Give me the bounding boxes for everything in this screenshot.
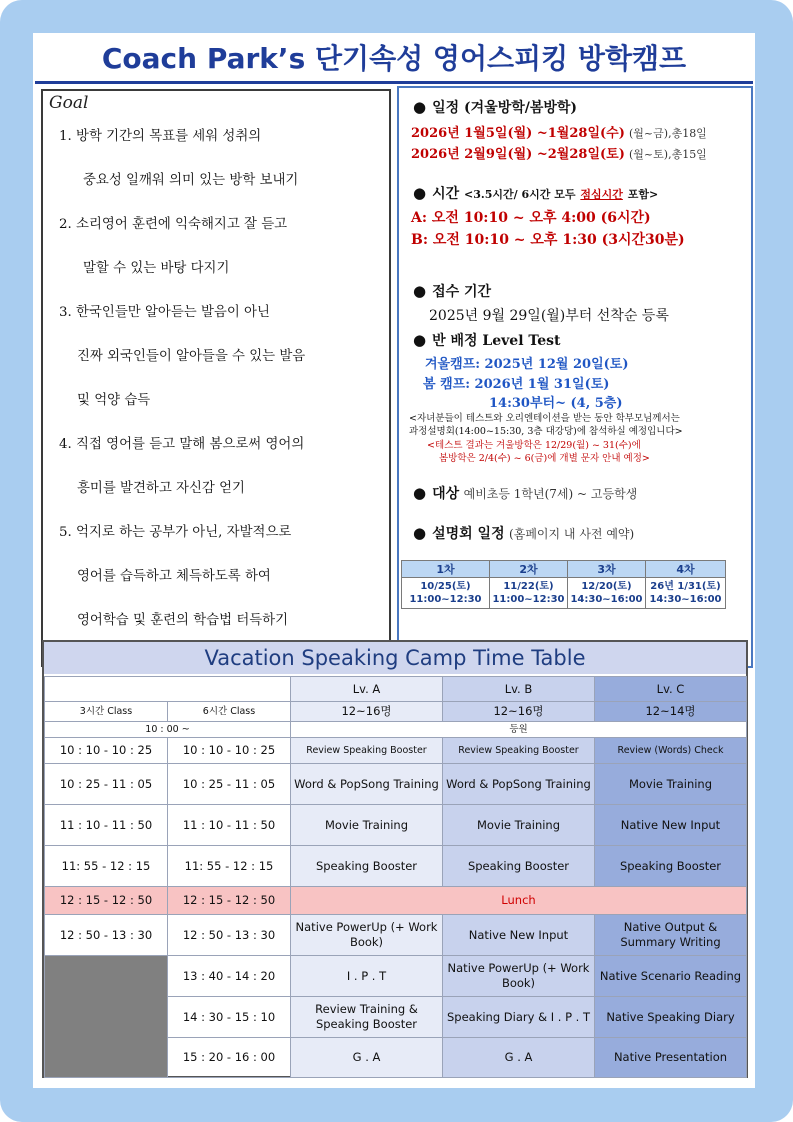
winter-dates: 2026년 1월5일(월) ~1월28일(수) bbox=[411, 126, 625, 141]
time-3h: 12 : 50 - 13 : 30 bbox=[45, 915, 168, 956]
time-lunch: 점심시간 bbox=[580, 188, 623, 201]
blank-cell bbox=[45, 677, 291, 702]
lv-c-activity: Native Speaking Diary bbox=[595, 997, 747, 1038]
time-6h: 12 : 15 - 12 : 50 bbox=[168, 887, 291, 915]
goal-line: 4. 직접 영어를 듣고 말해 봄으로써 영어의 bbox=[59, 437, 305, 452]
lv-a-activity: Review Training & Speaking Booster bbox=[291, 997, 443, 1038]
time-note: <3.5시간/ 6시간 모두 bbox=[464, 188, 576, 201]
session-round: 4차 bbox=[646, 561, 726, 578]
session-time: 14:30~16:00 bbox=[649, 594, 722, 605]
level-test-note: 과정설명회(14:00~15:30, 3층 대강당)에 참석하실 예정입니다> bbox=[409, 426, 683, 437]
level-b: Lv. B bbox=[443, 677, 595, 702]
lv-b-activity: G . A bbox=[443, 1038, 595, 1078]
lv-a-activity: Movie Training bbox=[291, 805, 443, 846]
session-date: 12/20(토) bbox=[581, 581, 632, 592]
start-time: 10 : 00 ~ bbox=[45, 722, 291, 738]
lv-a-activity: G . A bbox=[291, 1038, 443, 1078]
lunch-label: Lunch bbox=[291, 887, 747, 915]
time-3h: 12 : 15 - 12 : 50 bbox=[45, 887, 168, 915]
lunch-row bbox=[45, 887, 747, 915]
time-6h: 10 : 10 - 10 : 25 bbox=[168, 738, 291, 764]
table-row bbox=[45, 738, 747, 764]
lv-a-activity: Review Speaking Booster bbox=[291, 738, 443, 764]
capacity-row bbox=[45, 702, 747, 722]
lv-b-activity: Review Speaking Booster bbox=[443, 738, 595, 764]
level-test-time: 14:30부터~ (4, 5층) bbox=[489, 396, 623, 411]
session-cell bbox=[490, 578, 568, 609]
level-test-winter: 겨울캠프: 2025년 12월 20일(토) bbox=[425, 357, 629, 372]
level-c: Lv. C bbox=[595, 677, 747, 702]
level-test-result-note: 봄방학은 2/4(수) ~ 6(금)에 개별 문자 안내 예정> bbox=[439, 453, 650, 464]
goal-line: 2. 소리영어 훈련에 익숙해지고 잘 듣고 bbox=[59, 217, 288, 232]
session-date: 11/22(토) bbox=[503, 581, 554, 592]
session-time: 14:30~16:00 bbox=[570, 594, 643, 605]
time-label: 시간 bbox=[432, 186, 460, 202]
schedule-label: 일정 (겨울방학/봄방학) bbox=[432, 100, 578, 116]
time-6h: 11 : 10 - 11 : 50 bbox=[168, 805, 291, 846]
session-round: 1차 bbox=[402, 561, 490, 578]
session-label: 설명회 일정 bbox=[432, 526, 505, 542]
winter-note: (월~금),총18일 bbox=[629, 127, 707, 140]
arrival-label: 등원 bbox=[291, 722, 747, 738]
target-label: 대상 bbox=[432, 486, 460, 502]
time-6h: 15 : 20 - 16 : 00 bbox=[168, 1038, 291, 1078]
empty-3h-cell bbox=[45, 956, 168, 1078]
time-table bbox=[44, 676, 747, 1078]
time-6h: 10 : 25 - 11 : 05 bbox=[168, 764, 291, 805]
lv-a-activity: Word & PopSong Training bbox=[291, 764, 443, 805]
session-cell bbox=[646, 578, 726, 609]
arrival-row bbox=[45, 722, 747, 738]
spring-dates: 2026년 2월9일(월) ~2월28일(토) bbox=[411, 147, 625, 162]
class-6h-header: 6시간 Class bbox=[168, 702, 291, 722]
bullet-icon: ● bbox=[413, 331, 427, 349]
time-6h: 12 : 50 - 13 : 30 bbox=[168, 915, 291, 956]
lv-c-activity: Native New Input bbox=[595, 805, 747, 846]
goal-box bbox=[41, 89, 391, 667]
time-heading bbox=[413, 183, 658, 203]
goal-line: 3. 한국인들만 알아듣는 발음이 아닌 bbox=[59, 305, 270, 320]
time-3h: 11: 55 - 12 : 15 bbox=[45, 846, 168, 887]
goal-line: 영어를 습득하고 체득하도록 하여 bbox=[77, 569, 271, 584]
session-round: 3차 bbox=[568, 561, 646, 578]
level-test-spring: 봄 캠프: 2026년 1월 31일(토) bbox=[423, 377, 610, 392]
level-test-heading bbox=[413, 330, 560, 350]
session-round: 2차 bbox=[490, 561, 568, 578]
spring-schedule bbox=[411, 143, 707, 162]
session-date: 10/25(토) bbox=[420, 581, 471, 592]
level-test-label: 반 배정 Level Test bbox=[432, 333, 561, 349]
goal-line: 5. 억지로 하는 공부가 아닌, 자발적으로 bbox=[59, 525, 292, 540]
session-note: (홈페이지 내 사전 예약) bbox=[509, 527, 635, 541]
session-cell bbox=[402, 578, 490, 609]
lv-b-activity: Native New Input bbox=[443, 915, 595, 956]
time-b: B: 오전 10:10 ~ 오후 1:30 (3시간30분) bbox=[411, 232, 685, 248]
capacity-c: 12~14명 bbox=[595, 702, 747, 722]
lv-c-activity: Movie Training bbox=[595, 764, 747, 805]
registration-label: 접수 기간 bbox=[432, 284, 492, 300]
table-row bbox=[45, 764, 747, 805]
time-6h: 11: 55 - 12 : 15 bbox=[168, 846, 291, 887]
class-3h-header: 3시간 Class bbox=[45, 702, 168, 722]
winter-schedule bbox=[411, 122, 707, 141]
lv-a-activity: Native PowerUp (+ Work Book) bbox=[291, 915, 443, 956]
session-body-row bbox=[402, 578, 726, 609]
lv-a-activity: I . P . T bbox=[291, 956, 443, 997]
goal-line: 1. 방학 기간의 목표를 세워 성취의 bbox=[59, 129, 262, 144]
goal-line: 흥미를 발견하고 자신감 얻기 bbox=[77, 481, 245, 496]
lv-c-activity: Native Output & Summary Writing bbox=[595, 915, 747, 956]
session-date: 26년 1/31(토) bbox=[650, 581, 721, 592]
lv-b-activity: Native PowerUp (+ Work Book) bbox=[443, 956, 595, 997]
title-underline bbox=[35, 81, 753, 84]
goal-line: 진짜 외국인들이 알아들을 수 있는 발음 bbox=[77, 349, 306, 364]
goal-line: 말할 수 있는 바탕 다지기 bbox=[83, 261, 230, 276]
capacity-b: 12~16명 bbox=[443, 702, 595, 722]
session-heading bbox=[413, 523, 634, 543]
lv-b-activity: Movie Training bbox=[443, 805, 595, 846]
session-time: 11:00~12:30 bbox=[409, 594, 482, 605]
session-header-row bbox=[402, 561, 726, 578]
lv-b-activity: Word & PopSong Training bbox=[443, 764, 595, 805]
lv-c-activity: Native Presentation bbox=[595, 1038, 747, 1078]
time-3h: 10 : 10 - 10 : 25 bbox=[45, 738, 168, 764]
session-table bbox=[401, 560, 726, 609]
flyer-page bbox=[33, 33, 755, 1088]
bullet-icon: ● bbox=[413, 524, 427, 542]
schedule-heading bbox=[413, 97, 577, 117]
goal-heading: Goal bbox=[49, 93, 89, 113]
time-3h: 10 : 25 - 11 : 05 bbox=[45, 764, 168, 805]
session-time: 11:00~12:30 bbox=[492, 594, 565, 605]
level-test-note: <자녀분들이 테스트와 오리엔테이션을 받는 동안 학부모님께서는 bbox=[409, 413, 680, 424]
bullet-icon: ● bbox=[413, 484, 427, 502]
goal-line: 중요성 일깨워 의미 있는 방학 보내기 bbox=[83, 173, 299, 188]
target-heading bbox=[413, 483, 637, 503]
time-6h: 13 : 40 - 14 : 20 bbox=[168, 956, 291, 997]
time-a: A: 오전 10:10 ~ 오후 4:00 (6시간) bbox=[411, 210, 651, 226]
goal-line: 영어학습 및 훈련의 학습법 터득하기 bbox=[77, 613, 289, 628]
registration-heading bbox=[413, 281, 491, 301]
lv-c-activity: Review (Words) Check bbox=[595, 738, 747, 764]
bullet-icon: ● bbox=[413, 184, 427, 202]
spring-note: (월~토),총15일 bbox=[629, 148, 707, 161]
bullet-icon: ● bbox=[413, 98, 427, 116]
table-row bbox=[45, 805, 747, 846]
table-row bbox=[45, 846, 747, 887]
time-3h: 11 : 10 - 11 : 50 bbox=[45, 805, 168, 846]
level-a: Lv. A bbox=[291, 677, 443, 702]
bullet-icon: ● bbox=[413, 282, 427, 300]
page-title: Coach Park’s 단기속성 영어스피킹 방학캠프 bbox=[101, 42, 687, 75]
lv-c-activity: Native Scenario Reading bbox=[595, 956, 747, 997]
target-value: 예비초등 1학년(7세) ~ 고등학생 bbox=[463, 487, 638, 501]
lv-a-activity: Speaking Booster bbox=[291, 846, 443, 887]
goal-line: 및 억양 습득 bbox=[77, 393, 151, 408]
level-test-result-note: <테스트 결과는 겨울방학은 12/29(월) ~ 31(수)에 bbox=[427, 440, 641, 451]
time-include: 포함> bbox=[627, 188, 659, 201]
time-table-box bbox=[42, 640, 748, 1078]
time-6h: 14 : 30 - 15 : 10 bbox=[168, 997, 291, 1038]
registration-value: 2025년 9월 29일(월)부터 선착순 등록 bbox=[429, 308, 669, 324]
lv-b-activity: Speaking Booster bbox=[443, 846, 595, 887]
table-row bbox=[45, 915, 747, 956]
session-cell bbox=[568, 578, 646, 609]
lv-b-activity: Speaking Diary & I . P . T bbox=[443, 997, 595, 1038]
time-table-title: Vacation Speaking Camp Time Table bbox=[44, 642, 746, 674]
level-row bbox=[45, 677, 747, 702]
lv-c-activity: Speaking Booster bbox=[595, 846, 747, 887]
capacity-a: 12~16명 bbox=[291, 702, 443, 722]
table-row bbox=[45, 956, 747, 997]
